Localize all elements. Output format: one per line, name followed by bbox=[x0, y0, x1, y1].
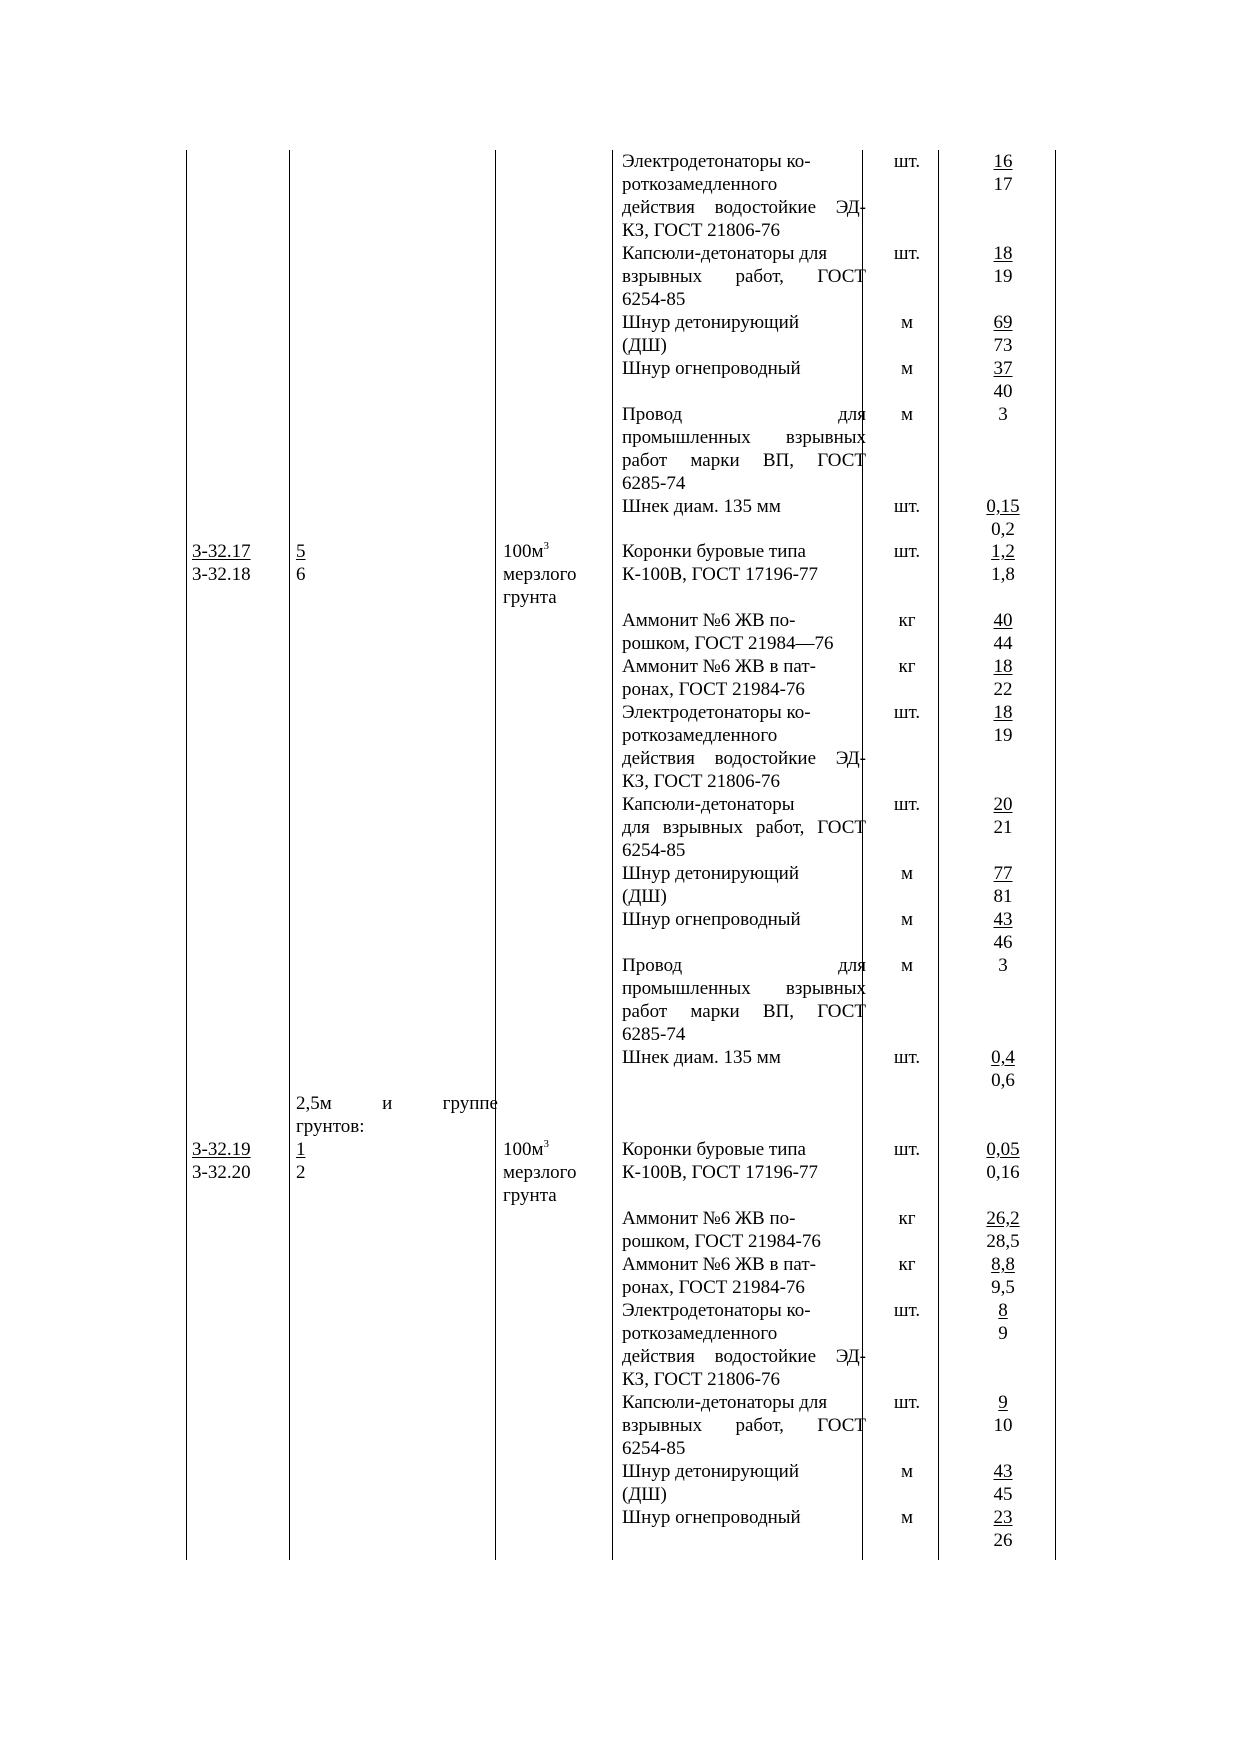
norm-denominator: 10 bbox=[993, 1415, 1013, 1436]
norm-numerator: 8 bbox=[998, 1300, 1008, 1321]
norm-denominator: 9,5 bbox=[991, 1277, 1015, 1298]
material-unit: м bbox=[900, 863, 914, 884]
norm-value bbox=[945, 908, 1061, 954]
unit-exponent: 3 bbox=[543, 1138, 550, 1150]
material-name-line: Шнур огнепроводный bbox=[622, 358, 801, 379]
measure-unit-cell bbox=[503, 1138, 613, 1207]
material-unit: м bbox=[900, 358, 914, 379]
material-name-line: Шнек диам. 135 мм bbox=[622, 496, 781, 517]
material-name-line: Аммонит №6 ЖВ по- bbox=[622, 610, 796, 631]
material-unit: шт. bbox=[893, 151, 921, 172]
norm-numerator: 8,8 bbox=[991, 1254, 1015, 1275]
norm-value bbox=[945, 540, 1061, 586]
material-name-line: действия водостойкие ЭД- bbox=[622, 748, 866, 769]
norm-denominator: 45 bbox=[993, 1484, 1013, 1505]
material-name bbox=[622, 701, 866, 793]
norm-denominator: 46 bbox=[993, 932, 1013, 953]
measure-unit-cell bbox=[503, 540, 613, 609]
material-unit: шт. bbox=[893, 1300, 921, 1321]
norm-numerator: 9 bbox=[998, 1392, 1008, 1413]
material-name-line: Шнур огнепроводный bbox=[622, 1507, 801, 1528]
norm-value bbox=[945, 1391, 1061, 1437]
norm-value bbox=[945, 311, 1061, 357]
norm-denominator: 81 bbox=[993, 886, 1013, 907]
unit-base: 100м bbox=[503, 1139, 544, 1160]
material-name-line: Электродетонаторы ко- bbox=[622, 702, 811, 723]
material-name-line: Шнек диам. 135 мм bbox=[622, 1047, 781, 1068]
material-name-line: 6254-85 bbox=[622, 1438, 686, 1459]
norm-value bbox=[945, 403, 1061, 426]
material-name-line: 6285-74 bbox=[622, 473, 686, 494]
material-name-line: (ДШ) bbox=[622, 1484, 667, 1505]
material-name bbox=[622, 609, 866, 655]
norm-value bbox=[945, 1460, 1061, 1506]
code-bottom: 3-32.18 bbox=[192, 564, 251, 585]
material-unit: кг bbox=[898, 1254, 916, 1275]
norm-numerator: 0,4 bbox=[991, 1047, 1015, 1068]
material-name bbox=[622, 311, 866, 357]
material-name bbox=[622, 1207, 866, 1253]
norm-single: 3 bbox=[998, 955, 1008, 976]
norm-numerator: 26,2 bbox=[986, 1208, 1020, 1229]
code-cell bbox=[192, 1138, 284, 1184]
column-divider bbox=[495, 150, 496, 1560]
norm-value bbox=[945, 1253, 1061, 1299]
material-name bbox=[622, 908, 866, 931]
norm-value bbox=[945, 793, 1061, 839]
norm-numerator: 40 bbox=[993, 610, 1013, 631]
material-name bbox=[622, 1460, 866, 1506]
material-name-line: Шнур детонирующий bbox=[622, 863, 799, 884]
material-name-line: действия водостойкие ЭД- bbox=[622, 1346, 866, 1367]
material-name-line: действия водостойкие ЭД- bbox=[622, 197, 866, 218]
material-unit: шт. bbox=[893, 794, 921, 815]
material-name bbox=[622, 403, 866, 495]
norm-denominator: 21 bbox=[993, 817, 1013, 838]
norm-denominator: 19 bbox=[993, 266, 1013, 287]
material-name-line: Электродетонаторы ко- bbox=[622, 151, 811, 172]
material-unit: кг bbox=[898, 1208, 916, 1229]
material-unit: шт. bbox=[893, 1392, 921, 1413]
material-unit: м bbox=[900, 1507, 914, 1528]
number-cell bbox=[296, 540, 318, 586]
material-name bbox=[622, 540, 866, 586]
material-name-line: КЗ, ГОСТ 21806-76 bbox=[622, 771, 781, 792]
number-top: 5 bbox=[296, 541, 306, 562]
material-name-line: КЗ, ГОСТ 21806-76 bbox=[622, 220, 781, 241]
material-name-line: работ марки ВП, ГОСТ bbox=[622, 1001, 866, 1022]
material-name bbox=[622, 1391, 866, 1460]
material-unit: м bbox=[900, 404, 914, 425]
material-name-line: роткозамедленного bbox=[622, 1323, 778, 1344]
norm-numerator: 77 bbox=[993, 863, 1013, 884]
norm-numerator: 18 bbox=[993, 702, 1013, 723]
norm-denominator: 0,6 bbox=[991, 1070, 1015, 1091]
material-name bbox=[622, 495, 866, 518]
material-unit: м bbox=[900, 909, 914, 930]
norm-denominator: 1,8 bbox=[991, 564, 1015, 585]
material-name bbox=[622, 655, 866, 701]
material-name bbox=[622, 954, 866, 1046]
unit-line: мерзлого bbox=[503, 564, 577, 585]
norm-value bbox=[945, 655, 1061, 701]
material-name bbox=[622, 1299, 866, 1391]
code-top: 3-32.19 bbox=[192, 1139, 251, 1160]
material-name bbox=[622, 1253, 866, 1299]
material-name-line: К-100В, ГОСТ 17196-77 bbox=[622, 1162, 818, 1183]
norm-value bbox=[945, 1299, 1061, 1345]
material-name-line: Капсюли-детонаторы для bbox=[622, 243, 828, 264]
material-name-line: промышленных взрывных bbox=[622, 427, 866, 448]
unit-exponent: 3 bbox=[543, 540, 550, 552]
unit-line: грунта bbox=[503, 1185, 557, 1206]
norm-denominator: 17 bbox=[993, 174, 1013, 195]
material-name-line: Электродетонаторы ко- bbox=[622, 1300, 811, 1321]
norm-numerator: 0,05 bbox=[986, 1139, 1020, 1160]
unit-line: мерзлого bbox=[503, 1162, 577, 1183]
column-divider bbox=[186, 150, 187, 1560]
material-name-line: для взрывных работ, ГОСТ bbox=[622, 817, 866, 838]
section-heading-line: 2,5м и группе bbox=[296, 1093, 498, 1114]
material-name-line: роткозамедленного bbox=[622, 725, 778, 746]
material-unit: шт. bbox=[893, 702, 921, 723]
material-name-line: Провод для bbox=[622, 404, 866, 425]
norm-denominator: 26 bbox=[993, 1530, 1013, 1551]
material-name bbox=[622, 1046, 866, 1069]
norm-value bbox=[945, 242, 1061, 288]
material-name-line: Аммонит №6 ЖВ в пат- bbox=[622, 1254, 816, 1275]
material-name bbox=[622, 862, 866, 908]
material-name-line: роткозамедленного bbox=[622, 174, 778, 195]
material-unit: кг bbox=[898, 656, 916, 677]
material-name-line: взрывных работ, ГОСТ bbox=[622, 1415, 866, 1436]
material-name bbox=[622, 242, 866, 311]
material-name-line: Шнур детонирующий bbox=[622, 312, 799, 333]
unit-line: грунта bbox=[503, 587, 557, 608]
material-name bbox=[622, 1506, 866, 1529]
norm-numerator: 16 bbox=[993, 151, 1013, 172]
material-name-line: рошком, ГОСТ 21984—76 bbox=[622, 633, 834, 654]
material-name-line: Шнур огнепроводный bbox=[622, 909, 801, 930]
material-name-line: Аммонит №6 ЖВ в пат- bbox=[622, 656, 816, 677]
material-name bbox=[622, 1138, 866, 1184]
code-bottom: 3-32.20 bbox=[192, 1162, 251, 1183]
norm-value bbox=[945, 609, 1061, 655]
norm-value bbox=[945, 1506, 1061, 1552]
number-top: 1 bbox=[296, 1139, 306, 1160]
material-name bbox=[622, 150, 866, 242]
material-name-line: Шнур детонирующий bbox=[622, 1461, 799, 1482]
material-name-line: Капсюли-детонаторы bbox=[622, 794, 795, 815]
material-name-line: Провод для bbox=[622, 955, 866, 976]
material-name-line: Коронки буровые типа bbox=[622, 541, 806, 562]
material-name-line: 6285-74 bbox=[622, 1024, 686, 1045]
norm-numerator: 1,2 bbox=[991, 541, 1015, 562]
norm-denominator: 28,5 bbox=[986, 1231, 1020, 1252]
norm-numerator: 18 bbox=[993, 243, 1013, 264]
norm-value bbox=[945, 954, 1061, 977]
material-unit: кг bbox=[898, 610, 916, 631]
norm-value bbox=[945, 1046, 1061, 1092]
material-name-line: (ДШ) bbox=[622, 886, 667, 907]
material-name-line: К-100В, ГОСТ 17196-77 bbox=[622, 564, 818, 585]
material-name-line: работ марки ВП, ГОСТ bbox=[622, 450, 866, 471]
material-name-line: КЗ, ГОСТ 21806-76 bbox=[622, 1369, 781, 1390]
material-unit: м bbox=[900, 312, 914, 333]
norm-numerator: 43 bbox=[993, 909, 1013, 930]
code-top: 3-32.17 bbox=[192, 541, 251, 562]
code-cell bbox=[192, 540, 284, 586]
norm-value bbox=[945, 495, 1061, 541]
norm-value bbox=[945, 1207, 1061, 1253]
norm-denominator: 44 bbox=[993, 633, 1013, 654]
norm-numerator: 37 bbox=[993, 358, 1013, 379]
material-name bbox=[622, 357, 866, 380]
norm-value bbox=[945, 862, 1061, 908]
number-bottom: 6 bbox=[296, 564, 306, 585]
material-name-line: рошком, ГОСТ 21984-76 bbox=[622, 1231, 821, 1252]
number-bottom: 2 bbox=[296, 1162, 306, 1183]
norm-numerator: 18 bbox=[993, 656, 1013, 677]
norm-value bbox=[945, 1138, 1061, 1184]
material-name-line: 6254-85 bbox=[622, 840, 686, 861]
norm-denominator: 22 bbox=[993, 679, 1013, 700]
material-name-line: взрывных работ, ГОСТ bbox=[622, 266, 866, 287]
norm-denominator: 19 bbox=[993, 725, 1013, 746]
material-unit: шт. bbox=[893, 1047, 921, 1068]
material-unit: шт. bbox=[893, 541, 921, 562]
norm-numerator: 20 bbox=[993, 794, 1013, 815]
norm-denominator: 0,16 bbox=[986, 1162, 1020, 1183]
material-name-line: ронах, ГОСТ 21984-76 bbox=[622, 679, 805, 700]
material-unit: м bbox=[900, 1461, 914, 1482]
number-cell bbox=[296, 1138, 318, 1184]
norm-denominator: 73 bbox=[993, 335, 1013, 356]
norm-denominator: 9 bbox=[998, 1323, 1008, 1344]
norm-numerator: 0,15 bbox=[986, 496, 1020, 517]
column-divider bbox=[612, 150, 613, 1560]
material-unit: шт. bbox=[893, 1139, 921, 1160]
material-name-line: 6254-85 bbox=[622, 289, 686, 310]
norm-value bbox=[945, 357, 1061, 403]
norm-single: 3 bbox=[998, 404, 1008, 425]
norm-value bbox=[945, 701, 1061, 747]
material-unit: м bbox=[900, 955, 914, 976]
section-heading bbox=[296, 1092, 498, 1138]
material-name-line: (ДШ) bbox=[622, 335, 667, 356]
section-heading-line: грунтов: bbox=[296, 1116, 365, 1137]
norm-numerator: 69 bbox=[993, 312, 1013, 333]
norm-numerator: 23 bbox=[993, 1507, 1013, 1528]
material-name-line: Коронки буровые типа bbox=[622, 1139, 806, 1160]
material-name bbox=[622, 793, 866, 862]
material-name-line: Аммонит №6 ЖВ по- bbox=[622, 1208, 796, 1229]
material-unit: шт. bbox=[893, 496, 921, 517]
norm-value bbox=[945, 150, 1061, 196]
material-name-line: промышленных взрывных bbox=[622, 978, 866, 999]
norm-numerator: 43 bbox=[993, 1461, 1013, 1482]
material-name-line: ронах, ГОСТ 21984-76 bbox=[622, 1277, 805, 1298]
column-divider bbox=[289, 150, 290, 1560]
unit-base: 100м bbox=[503, 541, 544, 562]
material-name-line: Капсюли-детонаторы для bbox=[622, 1392, 828, 1413]
norm-denominator: 0,2 bbox=[991, 519, 1015, 540]
norm-denominator: 40 bbox=[993, 381, 1013, 402]
material-unit: шт. bbox=[893, 243, 921, 264]
